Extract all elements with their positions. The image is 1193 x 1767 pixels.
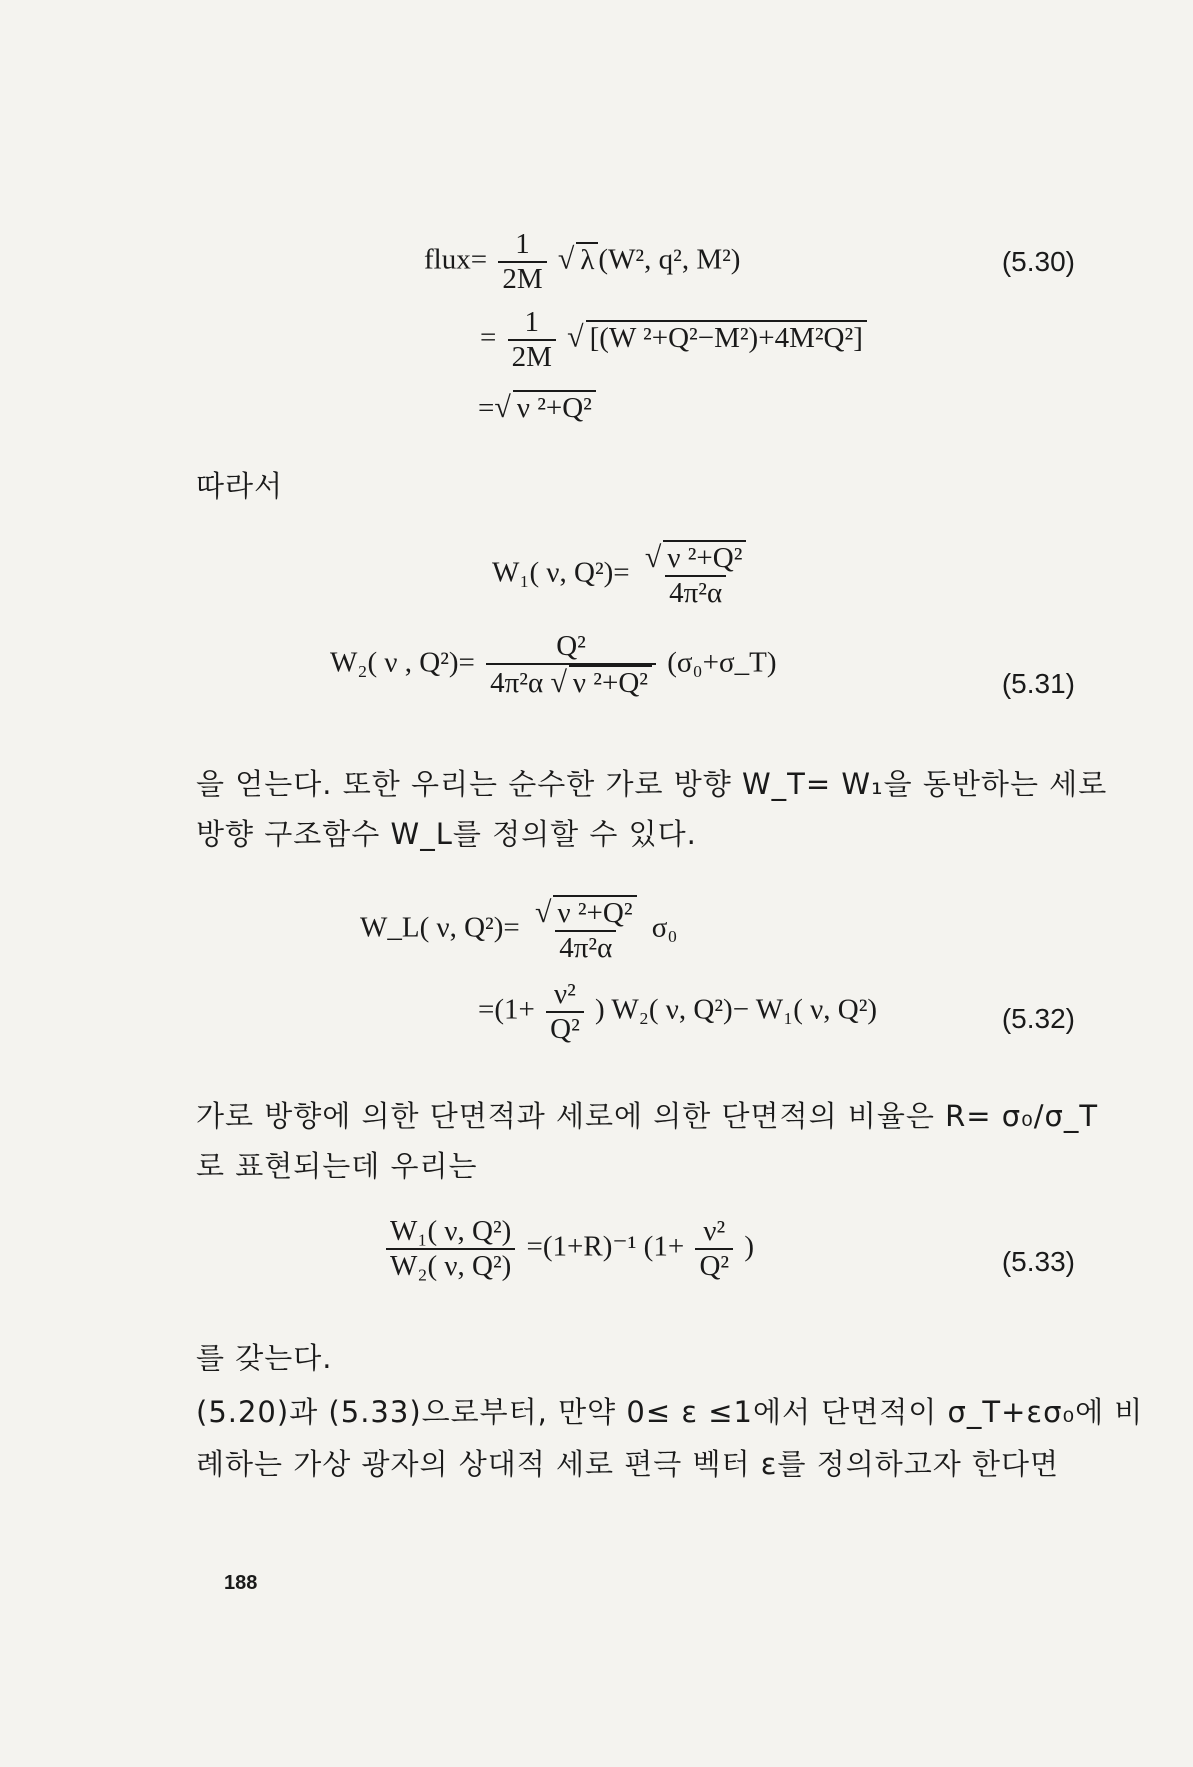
paragraph-2-line-2: 로 표현되는데 우리는 xyxy=(196,1149,478,1183)
page-number: 188 xyxy=(224,1572,258,1594)
equation-number-5-32: (5.32) xyxy=(1001,1003,1075,1034)
equation-wl-line2: =(1+ $\frac{\text{ν²}}{\text{Q²}}$ ) W₂( ν, Q²)− W₁( ν, Q²) xyxy=(478,978,878,1045)
equation-wl-line1: W_L( ν, Q²)= $\frac{\text{√ ν ²+Q²}}{\text{4π²α}}$ σ₀ xyxy=(360,896,678,964)
fraction: $\frac{\text{ν²}}{\text{Q²}}$ xyxy=(546,978,584,1046)
equation-5-33: $\frac{\text{W₁( ν, Q²)}}{\text{W₂( ν, Q²)}}$ =(1+R)⁻¹ (1+ $\frac{\text{ν²}}{\text{Q²}}$ ) xyxy=(382,1215,754,1283)
fraction: $\frac{\text{ν²}}{\text{Q²}}$ xyxy=(695,1215,733,1283)
paragraph-4-line-1: (5.20)과 (5.33)으로부터, 만약 0≤ ε ≤1에서 단면적이 σ_T+εσ₀에 비 xyxy=(196,1395,1144,1429)
fraction: $\frac{\text{W₁( ν, Q²)}}{\text{W₂( ν, Q²)}}$ xyxy=(386,1215,515,1283)
paragraph-1-line-1: 을 얻는다. 또한 우리는 순수한 가로 방향 W_T= W₁을 동반하는 세로 xyxy=(196,767,1108,801)
paragraph-2-line-1: 가로 방향에 의한 단면적과 세로에 의한 단면적의 비율은 R= σ₀/σ_T xyxy=(196,1099,1099,1133)
fraction: $\frac{\text{√ ν ²+Q²}}{\text{4π²α}}$ xyxy=(531,895,641,965)
fraction: $\frac{1}{2M}$ xyxy=(508,306,556,374)
fraction: $\frac{\text{Q²}}{\text{4π²α √ ν ²+Q²}}$ xyxy=(486,630,656,700)
equation-w1: W₁( ν, Q²)= $\frac{\text{√ ν ²+Q²}}{\text{4π²α}}$ xyxy=(492,540,754,610)
text-therefore: 따라서 xyxy=(196,469,284,503)
equation-w2: W₂( ν , Q²)= $\frac{\text{Q²}}{\text{4π²α √ ν ²+Q²}}$ (σ₀+σ_T) xyxy=(330,630,777,699)
equation-number-5-31: (5.31) xyxy=(1001,668,1075,699)
paragraph-1-line-2: 방향 구조함수 W_L를 정의할 수 있다. xyxy=(196,817,697,851)
equation-5-30-line1: flux= $\frac{1}{2M}$ √ λ (W², q², M²) xyxy=(424,228,741,295)
equation-number-5-30: (5.30) xyxy=(1001,246,1075,277)
fraction: $\frac{\text{√ ν ²+Q²}}{\text{4π²α}}$ xyxy=(641,540,751,610)
fraction: $\frac{1}{2M}$ xyxy=(498,228,546,296)
paragraph-3: 를 갖는다. xyxy=(196,1341,333,1375)
equation-5-30-line2: = $\frac{1}{2M}$ √ [(W ²+Q²−M²)+4M²Q²] xyxy=(480,306,867,374)
equation-number-5-33: (5.33) xyxy=(1001,1246,1075,1277)
paragraph-4-line-2: 례하는 가상 광자의 상대적 세로 편극 벡터 ε를 정의하고자 한다면 xyxy=(196,1447,1060,1481)
equation-5-30-line3: =√ ν ²+Q² xyxy=(478,390,596,425)
